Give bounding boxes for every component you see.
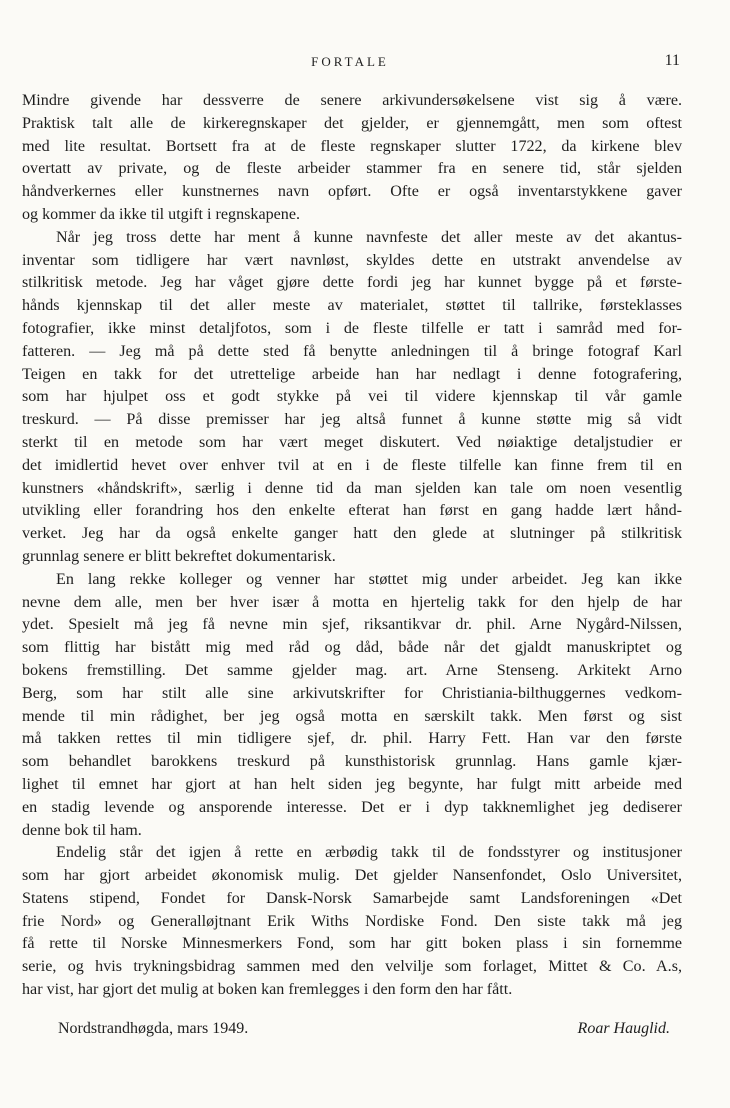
- text-line: inventar som tidligere har vært navnløst, skyldes dette en utstrakt anvendelse av: [22, 251, 682, 269]
- text-line: fatteren. — Jeg må på dette sted få benytte anledningen til å bringe fotograf Karl: [22, 342, 682, 360]
- text-line: treskurd. — På disse premisser har jeg altså funnet å kunne støtte mig så vidt: [22, 411, 682, 429]
- text-line: bokens fremstilling. Det samme gjelder mag. art. Arne Stenseng. Arkitekt Arno: [22, 661, 682, 679]
- text-line: fotografier, ikke minst detaljfotos, som i de fleste tilfelle er tatt i samråd med for-: [22, 319, 682, 337]
- text-line: utvikling eller forandring hos den enkelte efterat han først en gang hadde lært hånd-: [22, 502, 682, 520]
- text-line: Statens stipend, Fondet for Dansk-Norsk Samarbejde samt Landsforeningen «Det: [22, 889, 682, 907]
- text-line: med lite resultat. Bortsett fra at de fleste regnskaper slutter 1722, da kirkene blev: [22, 137, 682, 155]
- text-line: verket. Jeg har da også enkelte ganger hatt den glede at slutninger på stilkritisk: [22, 525, 682, 543]
- text-line: En lang rekke kolleger og venner har støttet mig under arbeidet. Jeg kan ikke: [56, 570, 682, 588]
- page-number: 11: [664, 52, 680, 69]
- chapter-title: FORTALE: [311, 54, 389, 69]
- text-line: det imidlertid hevet over enhver tvil at en i de fleste tilfelle kan finne frem til en: [22, 456, 682, 474]
- text-line: hånds kjennskap til det aller meste av materialet, støttet til tallrike, førsteklasses: [22, 297, 682, 315]
- text-line: serie, og hvis trykningsbidrag sammen med den velvilje som forlaget, Mittet & Co. A.s,: [22, 958, 682, 976]
- text-line: få rette til Norske Minnesmerkers Fond, som har gitt boken plass i sin fornemme: [22, 935, 682, 953]
- text-line: mende til min rådighet, ber jeg også motta en særskilt takk. Men først og sist: [22, 707, 682, 725]
- running-header: [20, 50, 680, 78]
- author-signature: Roar Hauglid.: [577, 1020, 670, 1037]
- text-line: overtatt av private, og de fleste arbeider stammer fra en senere tid, står sjelden: [22, 160, 682, 178]
- text-line: som flittig har bistått mig med råd og dåd, både når det gjaldt manuskriptet og: [22, 639, 682, 657]
- text-line: Teigen en takk for det utrettelige arbeide han har nedlagt i denne fotografering,: [22, 365, 682, 383]
- text-line: som har hjulpet oss et godt stykke på vei til videre kjennskap til vår gamle: [22, 388, 682, 406]
- text-line: og kommer da ikke til utgift i regnskapene.: [22, 205, 300, 223]
- text-line: lighet til emnet har gjort at han helt siden jeg begynte, har fulgt mitt arbeide med: [22, 775, 682, 793]
- text-line: denne bok til ham.: [22, 821, 142, 839]
- text-line: nevne dem alle, men ber hver især å motta en hjertelig takk for den hjelp de har: [22, 593, 682, 611]
- text-line: har vist, har gjort det mulig at boken kan fremlegges i den form den har fått.: [22, 981, 513, 999]
- text-line: må takken rettes til min tidligere sjef, dr. phil. Harry Fett. Han var den første: [22, 730, 682, 748]
- body-text: [22, 90, 682, 1002]
- text-line: stilkritisk metode. Jeg har våget gjøre dette fordi jeg har kunnet bygge på et første-: [22, 274, 682, 292]
- text-line: som behandlet barokkens treskurd på kunsthistorisk grunnlag. Hans gamle kjær-: [22, 753, 682, 771]
- text-line: håndverkernes eller kunstnernes navn opført. Ofte er også inventarstykkene gaver: [22, 183, 682, 201]
- paragraph-p4: [22, 842, 682, 1002]
- text-line: grunnlag senere er blitt bekreftet dokumentarisk.: [22, 547, 336, 565]
- text-line: frie Nord» og Generalløjtnant Erik Withs Nordiske Fond. Den siste takk må jeg: [22, 912, 682, 930]
- text-line: sterkt til en metode som har vært meget diskutert. Ved nøiaktige detaljstudier er: [22, 433, 682, 451]
- text-line: Berg, som har stilt alle sine arkivutskrifter for Christiania-bilthuggernes vedkom-: [22, 684, 682, 702]
- paragraph-p1: [22, 90, 682, 227]
- text-line: Når jeg tross dette har ment å kunne navnfeste det aller meste av det akantus-: [56, 228, 682, 246]
- text-line: Praktisk talt alle de kirkeregnskaper det gjelder, er gjennemgått, men som oftest: [22, 114, 682, 132]
- place-and-date: Nordstrandhøgda, mars 1949.: [58, 1020, 249, 1037]
- paragraph-p2: [22, 227, 682, 569]
- text-line: Endelig står det igjen å rette en ærbødig takk til de fondsstyrer og institusjoner: [56, 844, 682, 862]
- text-line: kunstners «håndskrift», særlig i denne tid da man sjelden kan tale om noen vesentlig: [22, 479, 682, 497]
- text-line: ydet. Spesielt må jeg få nevne min sjef, riksantikvar dr. phil. Arne Nygård-Nilssen,: [22, 616, 682, 634]
- paragraph-p3: [22, 569, 682, 843]
- text-line: som har gjort arbeidet økonomisk mulig. Det gjelder Nansenfondet, Oslo Universitet,: [22, 867, 682, 885]
- text-line: Mindre givende har dessverre de senere arkivundersøkelsene vist sig å være.: [22, 92, 682, 109]
- text-line: en stadig levende og ansporende interesse. Det er i dyp takknemlighet jeg dediserer: [22, 798, 682, 816]
